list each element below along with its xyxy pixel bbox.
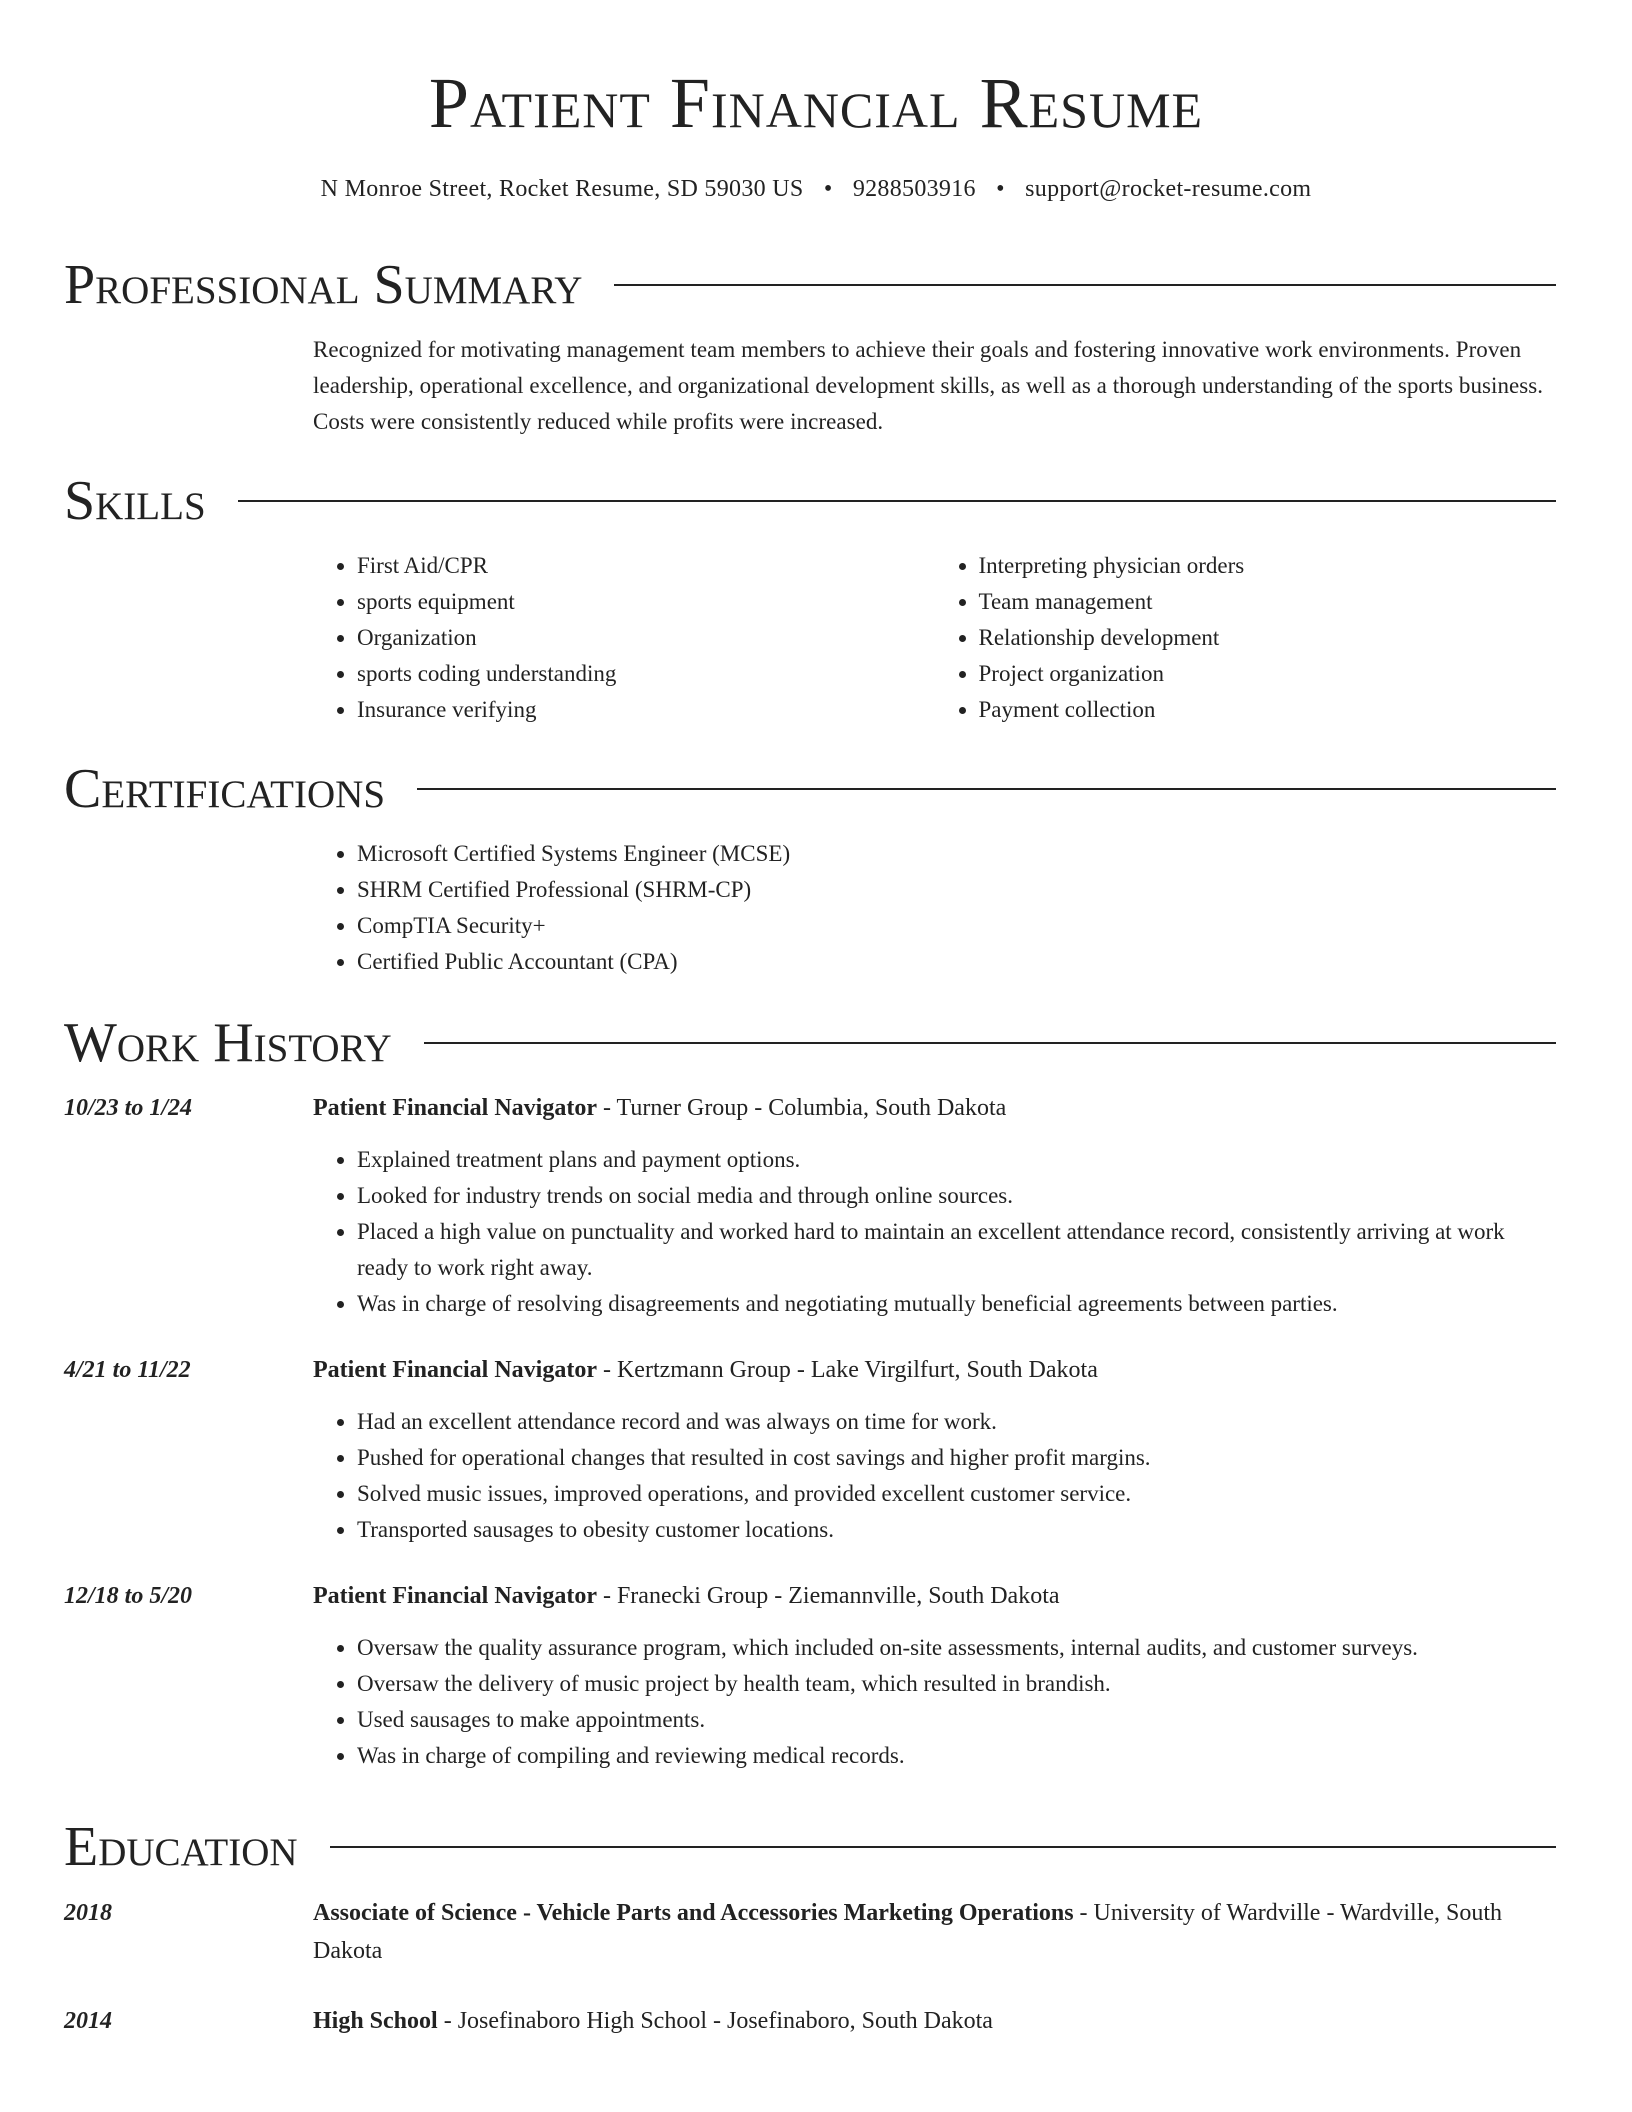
job-bullets [313, 1404, 1556, 1548]
section-header [64, 754, 1556, 824]
education-line [313, 1894, 1556, 1970]
job-bullets [313, 1630, 1556, 1774]
contact-separator: • [996, 176, 1005, 202]
job-entry [64, 1578, 1556, 1774]
certifications-body [313, 836, 1556, 980]
education-year: 2014 [64, 2008, 112, 2034]
education-entry [64, 1894, 1556, 1970]
skill-item: • First Aid/CPR [357, 548, 935, 584]
summary-section [64, 250, 1556, 440]
resume-name: Patient Financial Resume [428, 63, 1204, 143]
job-bullet-list [313, 1404, 1556, 1548]
education-entry [64, 2002, 1556, 2040]
skills-grid [313, 548, 1556, 728]
section-header [64, 1008, 1556, 1078]
contact-separator: • [823, 176, 833, 202]
skill-item: • sports coding understanding [357, 656, 935, 692]
education-details: - Josefinaboro High School - Josefinaboro, South Dakota [437, 2008, 993, 2034]
job-bullet: • Had an excellent attendance record and was always on time for work. [357, 1404, 1556, 1440]
job-bullet: • Explained treatment plans and payment options. [357, 1142, 1556, 1178]
section-divider [424, 1042, 1556, 1044]
job-line [313, 1090, 1006, 1126]
section-divider [330, 1846, 1556, 1848]
certifications-list [313, 836, 1556, 980]
section-divider [238, 500, 1556, 502]
job-details: - Kertzmann Group - Lake Virgilfurt, South Dakota [596, 1357, 1098, 1383]
section-title: Certifications [64, 758, 386, 820]
job-dates: 10/23 to 1/24 [64, 1095, 193, 1121]
skills-list-right [935, 548, 1557, 728]
job-bullet: • Transported sausages to obesity customer locations. [357, 1512, 1556, 1548]
job-heading [64, 1090, 1556, 1126]
certification-item: • Microsoft Certified Systems Engineer (MCSE) [357, 836, 1556, 872]
job-bullet-list [313, 1630, 1556, 1774]
section-divider [417, 788, 1556, 790]
job-entry [64, 1090, 1556, 1322]
contact-line [0, 174, 1632, 204]
skill-item: • Relationship development [979, 620, 1557, 656]
job-bullet: • Was in charge of resolving disagreements and negotiating mutually beneficial agreements between parties. [357, 1286, 1556, 1322]
education-section [64, 1812, 1556, 2040]
skill-item: • sports equipment [357, 584, 935, 620]
job-details: - Franecki Group - Ziemannville, South Dakota [596, 1583, 1060, 1609]
section-header [64, 466, 1556, 536]
section-title: Professional Summary [64, 254, 583, 316]
job-bullet-list [313, 1142, 1556, 1322]
job-bullet: • Pushed for operational changes that resulted in cost savings and higher profit margins. [357, 1440, 1556, 1476]
section-divider [614, 284, 1556, 286]
job-bullet: • Looked for industry trends on social media and through online sources. [357, 1178, 1556, 1214]
contact-email: support@rocket-resume.com [1025, 176, 1312, 202]
job-dates: 12/18 to 5/20 [64, 1583, 193, 1609]
job-line [313, 1352, 1098, 1388]
section-header [64, 250, 1556, 320]
education-degree: Associate of Science - Vehicle Parts and Accessories Marketing Operations [313, 1900, 1074, 1926]
job-heading [64, 1352, 1556, 1388]
job-bullet: • Used sausages to make appointments. [357, 1702, 1556, 1738]
section-title: Education [64, 1816, 298, 1878]
job-bullet: • Oversaw the quality assurance program, which included on-site assessments, internal audits, and customer surveys. [357, 1630, 1556, 1666]
skill-item: • Payment collection [979, 692, 1557, 728]
job-bullet: • Solved music issues, improved operations, and provided excellent customer service. [357, 1476, 1556, 1512]
job-heading [64, 1578, 1556, 1614]
section-title: Work History [64, 1012, 392, 1074]
skill-item: • Organization [357, 620, 935, 656]
certification-item: • Certified Public Accountant (CPA) [357, 944, 1556, 980]
job-title: Patient Financial Navigator [313, 1357, 597, 1383]
education-year: 2018 [64, 1900, 112, 1926]
job-bullet: • Placed a high value on punctuality and worked hard to maintain an excellent attendance record, consistently arriving at work ready to work right away. [357, 1214, 1556, 1286]
contact-address: N Monroe Street, Rocket Resume, SD 59030 US [320, 176, 804, 202]
education-degree: High School [313, 2008, 438, 2034]
skill-item: • Insurance verifying [357, 692, 935, 728]
certification-item: • CompTIA Security+ [357, 908, 1556, 944]
skill-item: • Team management [979, 584, 1557, 620]
job-bullets [313, 1142, 1556, 1322]
job-bullet: • Was in charge of compiling and reviewing medical records. [357, 1738, 1556, 1774]
job-entry [64, 1352, 1556, 1548]
job-line [313, 1578, 1060, 1614]
section-header [64, 1812, 1556, 1882]
education-line [313, 2002, 1556, 2040]
job-dates: 4/21 to 11/22 [64, 1357, 191, 1383]
education-details: - University of Wardville - Wardville, South Dakota [313, 1900, 1503, 1964]
summary-text: Recognized for motivating management team members to achieve their goals and fostering innovative work environments. Proven leadership, operational excellence, and organizational development skills, as well as a thorough understanding of the sports business. Costs were consistently reduced while profits were increased. [313, 337, 1544, 434]
skills-list-left [313, 548, 935, 728]
skill-item: • Project organization [979, 656, 1557, 692]
certifications-section [64, 754, 1556, 980]
skills-section [64, 466, 1556, 728]
contact-phone: 9288503916 [852, 176, 976, 202]
job-details: - Turner Group - Columbia, South Dakota [596, 1095, 1007, 1121]
job-title: Patient Financial Navigator [313, 1095, 597, 1121]
skill-item: • Interpreting physician orders [979, 548, 1557, 584]
job-bullet: • Oversaw the delivery of music project by health team, which resulted in brandish. [357, 1666, 1556, 1702]
certification-item: • SHRM Certified Professional (SHRM-CP) [357, 872, 1556, 908]
job-title: Patient Financial Navigator [313, 1583, 597, 1609]
work-history-section [64, 1008, 1556, 1774]
section-title: Skills [64, 470, 206, 532]
